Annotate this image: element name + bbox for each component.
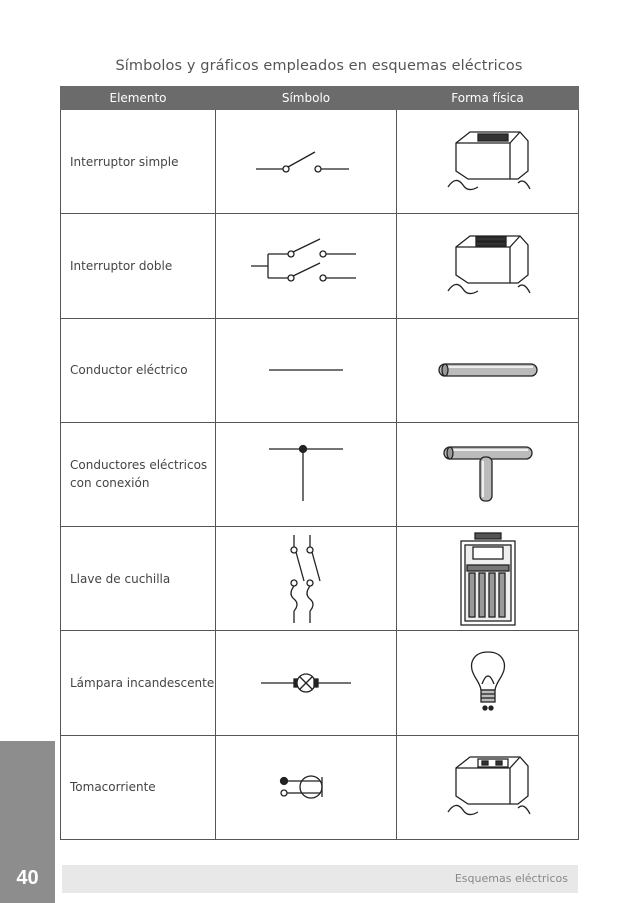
cable-icon	[433, 358, 543, 382]
page-number: 40	[16, 867, 39, 889]
double-switch-device-icon	[438, 231, 538, 301]
element-name: Conductores eléctricos con conexión	[61, 422, 216, 526]
footer-text: Esquemas eléctricos	[454, 872, 568, 885]
table-row	[61, 527, 579, 631]
outlet-symbol-icon	[266, 769, 346, 805]
table-header-row	[61, 87, 579, 110]
single-switch-symbol-icon	[251, 147, 361, 177]
header-physical-form: Forma física	[397, 87, 579, 110]
table-row	[61, 631, 579, 735]
knife-switch-symbol-icon	[276, 531, 336, 627]
knife-switch-device-icon	[453, 531, 523, 627]
footer-bar	[62, 865, 578, 893]
header-element: Elemento	[61, 87, 216, 110]
table-row	[61, 422, 579, 526]
lamp-symbol-icon	[256, 668, 356, 698]
element-name: Conductor eléctrico	[61, 318, 216, 422]
element-name: Llave de cuchilla	[61, 527, 216, 631]
element-name: Lámpara incandescente	[61, 631, 216, 735]
single-switch-device-icon	[438, 127, 538, 197]
double-switch-symbol-icon	[246, 236, 366, 296]
element-name: Interruptor simple	[61, 110, 216, 214]
light-bulb-icon	[466, 648, 510, 718]
table-row	[61, 318, 579, 422]
table-row	[61, 110, 579, 214]
connected-conductors-symbol-icon	[261, 439, 351, 509]
conductor-symbol-icon	[261, 360, 351, 380]
page-title: Símbolos y gráficos empleados en esquemas eléctricos	[115, 58, 523, 74]
table-row	[61, 735, 579, 839]
t-connector-icon	[438, 439, 538, 509]
symbols-table	[60, 86, 579, 840]
header-symbol: Símbolo	[216, 87, 397, 110]
outlet-device-icon	[438, 752, 538, 822]
element-name: Tomacorriente	[61, 735, 216, 839]
element-name: Interruptor doble	[61, 214, 216, 318]
table-row	[61, 214, 579, 318]
